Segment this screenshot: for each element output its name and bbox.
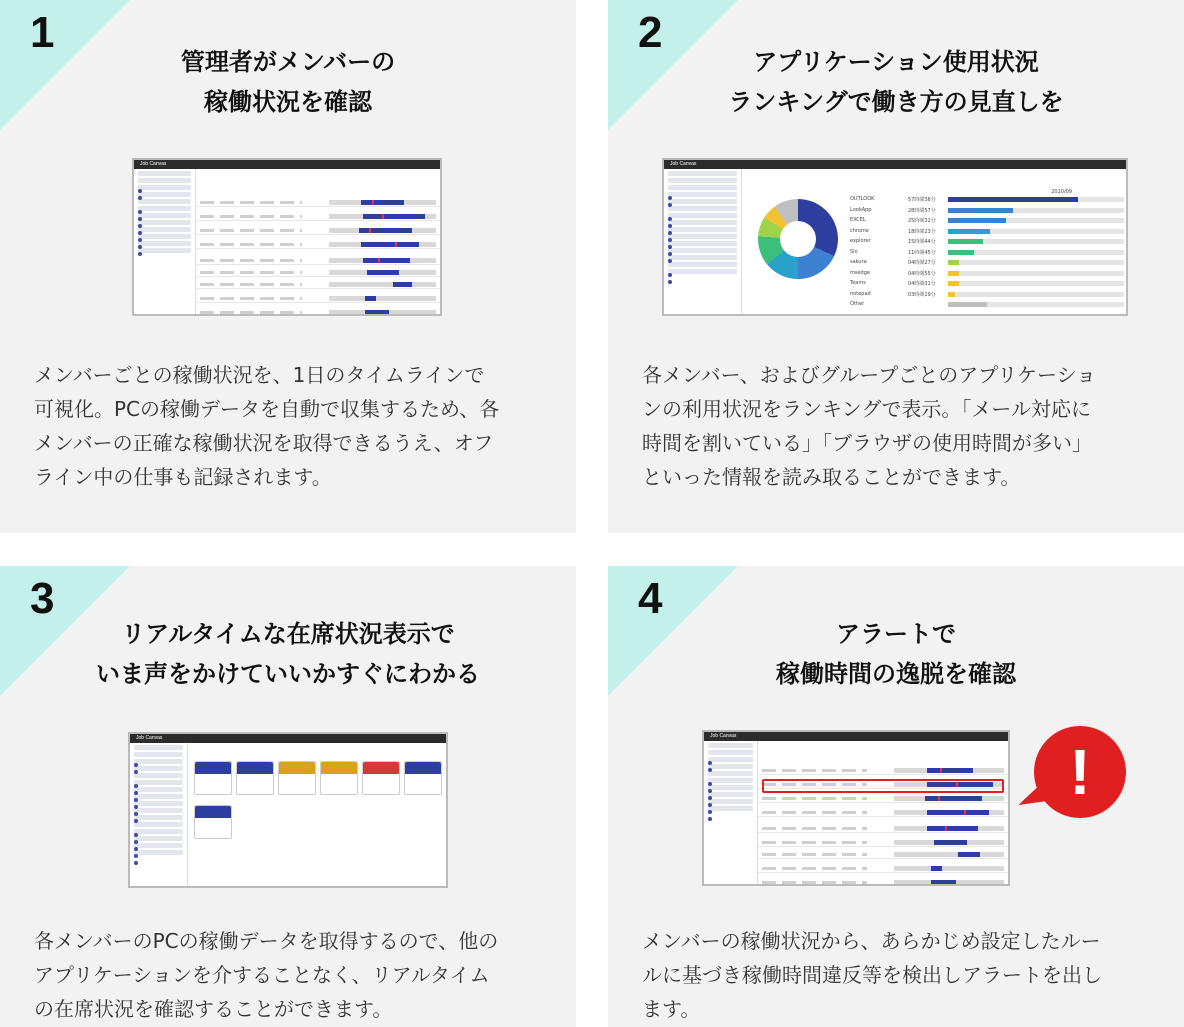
panel-description	[642, 924, 1154, 1026]
panel-heading	[0, 614, 576, 694]
ranking-row	[850, 292, 1128, 298]
panel-heading	[608, 42, 1184, 122]
member-status-card[interactable]	[362, 761, 400, 795]
member-sidebar	[130, 743, 188, 886]
ranking-row	[850, 229, 1128, 235]
tool-name: EXCEL	[850, 217, 866, 223]
tool-name: Teams	[850, 280, 866, 286]
usage-bar	[948, 197, 1078, 202]
heading-line-1: リアルタイムな在席状況表示で	[121, 620, 455, 648]
tool-time: 04時間55分	[908, 270, 936, 277]
app-topbar	[664, 160, 1126, 169]
usage-bar	[948, 250, 974, 255]
description-line: の在席状況を確認することができます。	[34, 997, 393, 1021]
app-topbar	[704, 732, 1008, 741]
description-line: 時間を割いている」「ブラウザの使用時間が多い」	[642, 431, 1092, 455]
presence-screenshot	[128, 732, 448, 888]
timeline-table	[758, 741, 1008, 884]
tool-time: 11時間45分	[908, 249, 936, 256]
heading-line-1: アプリケーション使用状況	[753, 48, 1039, 76]
tool-time: 25時間32分	[908, 218, 936, 224]
ranking-row	[850, 281, 1128, 287]
description-line: メンバーの稼働状況から、あらかじめ設定したルー	[642, 929, 1101, 953]
card-status-header	[321, 762, 357, 774]
presence-cards	[188, 743, 446, 886]
tool-name: sakura	[850, 259, 867, 265]
tool-time: 04時間27分	[908, 260, 936, 266]
panel-description	[642, 358, 1154, 494]
heading-line-2: いま声をかけていいかすぐにわかる	[96, 660, 480, 688]
tool-name: OUTLOOK	[850, 196, 875, 202]
exclamation-icon: !	[1069, 736, 1091, 808]
tool-name: chrome	[850, 227, 869, 234]
feature-panel-2	[608, 0, 1184, 533]
alert-screenshot	[702, 730, 1010, 886]
heading-line-2: ランキングで働き方の見直しを	[728, 88, 1064, 116]
tool-time: 57時間36分	[908, 197, 936, 203]
bar-track	[948, 250, 1124, 255]
description-line: メンバーごとの稼働状況を、1日のタイムラインで	[34, 363, 485, 387]
panel-description	[34, 358, 546, 494]
app-title: Job Canvas	[140, 161, 167, 167]
card-status-header	[237, 762, 273, 774]
app-title: Job Canvas	[670, 161, 697, 167]
usage-bar	[948, 229, 990, 234]
usage-donut-chart	[758, 199, 838, 279]
description-line: ます。	[642, 997, 701, 1021]
feature-panel-1	[0, 0, 576, 533]
alert-highlight-box	[762, 779, 1004, 793]
ranking-chart	[742, 169, 1126, 314]
heading-line-1: アラートで	[836, 620, 956, 648]
card-status-header	[279, 762, 315, 774]
usage-bar	[948, 302, 987, 307]
usage-bar	[948, 208, 1013, 213]
member-sidebar	[664, 169, 742, 314]
tool-time: 28時間57分	[908, 207, 936, 214]
heading-line-2: 稼働状況を確認	[204, 88, 372, 116]
tool-name: Slo	[850, 248, 858, 255]
member-status-card[interactable]	[446, 761, 448, 795]
tool-name: explorer	[850, 238, 871, 244]
ranking-row	[850, 260, 1128, 266]
description-line: 各メンバーのPCの稼働データを取得するので、他の	[34, 929, 499, 953]
tool-time: 04時間31分	[908, 281, 936, 287]
app-topbar	[130, 734, 446, 743]
member-status-card[interactable]	[278, 761, 316, 795]
heading-line-1: 管理者がメンバーの	[180, 48, 396, 76]
tool-name: Other	[850, 301, 865, 307]
tool-time: 15時間44分	[908, 239, 936, 245]
usage-bar	[948, 239, 983, 244]
app-topbar	[134, 160, 440, 169]
bar-track	[948, 271, 1124, 276]
ranking-row	[850, 197, 1128, 203]
heading-line-2: 稼働時間の逸脱を確認	[776, 660, 1016, 688]
panel-heading	[608, 614, 1184, 694]
tool-time: 03時間19分	[908, 291, 936, 298]
feature-panel-3	[0, 566, 576, 1027]
usage-bar	[948, 281, 959, 286]
ranking-row	[850, 302, 1128, 308]
tool-name: notepad	[850, 290, 871, 297]
tool-time: 18時間23分	[908, 228, 936, 235]
member-sidebar	[704, 741, 758, 884]
ranking-row	[850, 208, 1128, 214]
description-line: ライン中の仕事も記録されます。	[34, 465, 332, 489]
panel-number: 4	[638, 574, 663, 623]
description-line: 可視化。PCの稼働データを自動で収集するため、各	[34, 397, 500, 421]
description-line: アプリケーションを介することなく、リアルタイム	[34, 963, 490, 987]
ranking-row	[850, 218, 1128, 224]
bar-track	[948, 292, 1124, 297]
usage-bar	[948, 218, 1006, 223]
panel-number: 1	[30, 8, 55, 57]
description-line: といった情報を読み取ることができます。	[642, 465, 1021, 489]
feature-panel-4	[608, 566, 1184, 1027]
ranking-date: 2020/09	[1051, 189, 1072, 195]
usage-bar	[948, 260, 959, 265]
member-status-card[interactable]	[404, 761, 442, 795]
bar-track	[948, 260, 1124, 265]
timeline-table	[196, 169, 440, 314]
description-line: ルに基づき稼働時間違反等を検出しアラートを出し	[642, 963, 1102, 987]
description-line: メンバーの正確な稼働状況を取得できるうえ、オフ	[34, 431, 494, 455]
panel-description	[34, 924, 546, 1026]
member-status-card[interactable]	[236, 761, 274, 795]
card-status-header	[447, 762, 448, 774]
panel-number: 2	[638, 8, 663, 57]
panel-number: 3	[30, 574, 55, 623]
tool-name: msedge	[850, 269, 870, 276]
card-status-header	[195, 806, 231, 818]
ranking-row	[850, 250, 1128, 256]
usage-bar	[948, 292, 955, 297]
member-status-card[interactable]	[194, 761, 232, 795]
ranking-row	[850, 239, 1128, 245]
ranking-row	[850, 271, 1128, 277]
timeline-screenshot	[132, 158, 442, 316]
description-line: 各メンバー、およびグループごとのアプリケーショ	[642, 363, 1097, 387]
member-sidebar	[134, 169, 196, 314]
member-status-card[interactable]	[194, 805, 232, 839]
card-status-header	[405, 762, 441, 774]
usage-bar	[948, 271, 959, 276]
card-status-header	[363, 762, 399, 774]
app-title: Job Canvas	[710, 733, 737, 739]
panel-heading	[0, 42, 576, 122]
tool-name: LookApp	[850, 206, 872, 213]
bar-track	[948, 281, 1124, 286]
description-line: ンの利用状況をランキングで表示。「メール対応に	[642, 397, 1091, 421]
member-status-card[interactable]	[320, 761, 358, 795]
card-status-header	[195, 762, 231, 774]
ranking-screenshot	[662, 158, 1128, 316]
app-title: Job Canvas	[136, 735, 163, 741]
